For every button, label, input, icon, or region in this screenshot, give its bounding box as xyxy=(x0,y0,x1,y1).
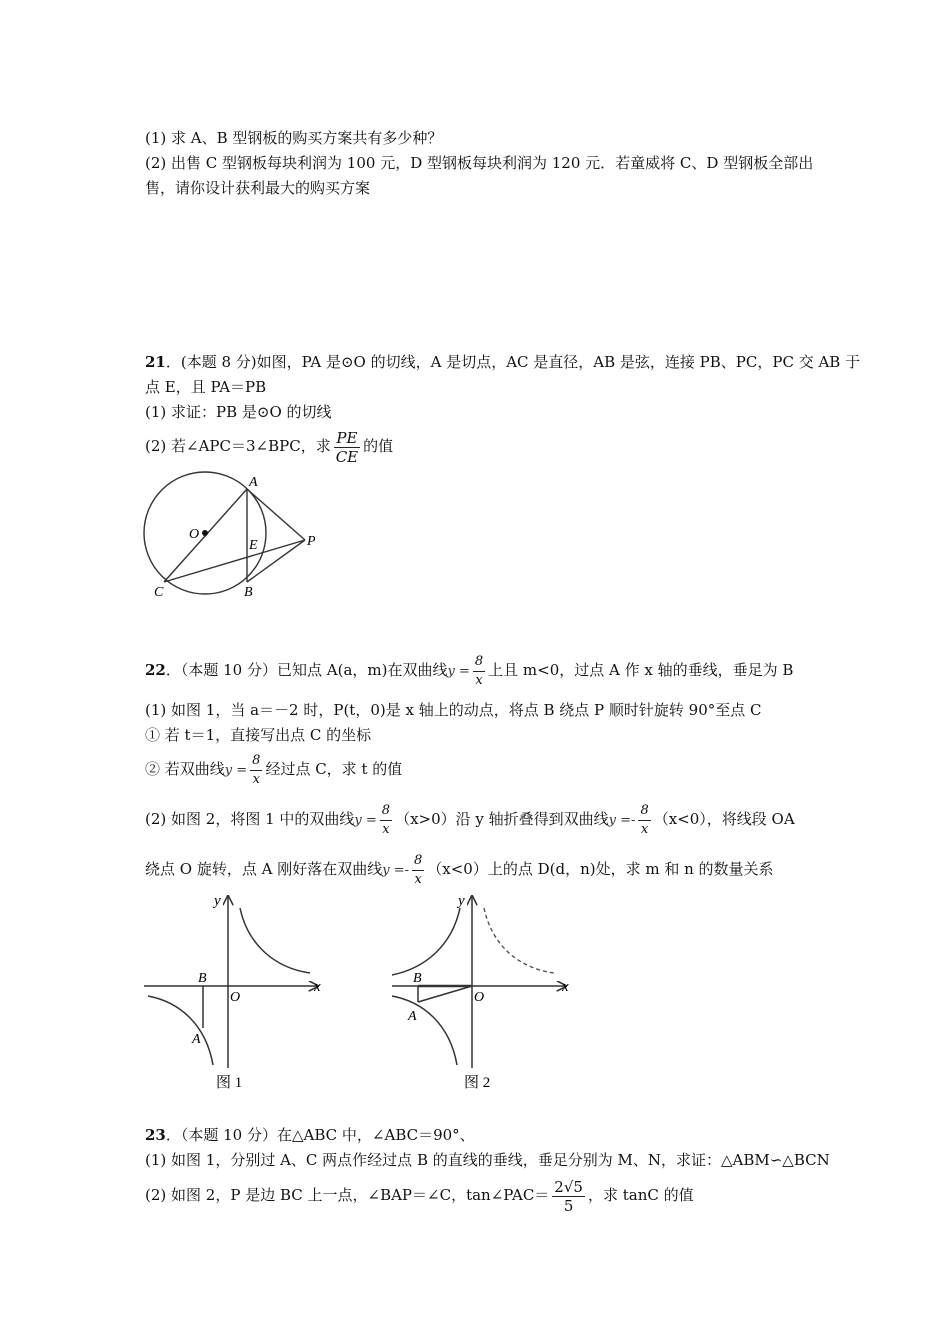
label-x: x xyxy=(562,979,569,995)
q23-part2-tail: ，求 tanC 的值 xyxy=(587,1186,694,1204)
q21-stem: ．(本题 8 分)如图，PA 是⊙O 的切线，A 是切点，AC 是直径，AB 是弦，连接 PB、PC，PC 交 AB 于 xyxy=(165,353,861,371)
frac-denominator: x xyxy=(475,672,483,688)
q23-heading xyxy=(145,1125,475,1145)
figure-2-caption: 图 2 xyxy=(464,1075,491,1091)
label-b: B xyxy=(198,971,207,986)
label-a: A xyxy=(249,475,258,490)
frac-denominator: x xyxy=(382,821,390,837)
label-x: x xyxy=(314,979,321,995)
y-equals-negative: y =- xyxy=(608,813,636,828)
q23-part1: (1) 如图 1，分别过 A、C 两点作经过点 B 的直线的垂线，垂足分别为 M、N，求证：△ABM∽△BCN xyxy=(145,1151,830,1169)
q22-part2-text: (2) 如图 2，将图 1 中的双曲线 xyxy=(145,810,355,828)
label-a: A xyxy=(408,1009,417,1024)
label-e: E xyxy=(249,538,258,553)
frac-denominator: x xyxy=(640,821,649,837)
label-y: y xyxy=(458,893,465,909)
q21-number: 21 xyxy=(145,353,166,371)
fraction-8-over-x xyxy=(380,802,392,839)
label-y: y xyxy=(214,893,221,909)
segment-pc xyxy=(164,540,305,582)
q22-part2-line2-text: 绕点 O 旋转，点 A 刚好落在双曲线 xyxy=(145,860,383,878)
frac-numerator: 8 xyxy=(638,802,650,821)
fraction-8-over-x xyxy=(250,752,262,789)
q22-stem-tail: 上且 m<0，过点 A 作 x 轴的垂线，垂足为 B xyxy=(488,661,794,679)
y-equals: y = xyxy=(447,664,470,679)
hyperbola-branch-q2 xyxy=(392,908,460,975)
q21-heading xyxy=(145,352,860,372)
q21-part1: (1) 求证：PB 是⊙O 的切线 xyxy=(145,403,332,421)
y-equals: y = xyxy=(224,763,248,778)
figure-1-caption: 图 1 xyxy=(216,1075,243,1091)
q23-part2-text: (2) 如图 2，P 是边 BC 上一点，∠BAP＝∠C，tan∠PAC＝ xyxy=(145,1186,550,1204)
q23-number: 23 xyxy=(145,1126,166,1144)
q21-circle-figure xyxy=(135,470,335,605)
frac-numerator: PE xyxy=(334,429,360,448)
frac-denominator: CE xyxy=(335,447,359,466)
fraction-2root5-over-5 xyxy=(552,1178,585,1215)
q20-part1: (1) 求 A、B 型钢板的购买方案共有多少种？ xyxy=(145,129,443,147)
frac-denominator: 5 xyxy=(563,1196,574,1215)
q21-stem-line2: 点 E，且 PA＝PB xyxy=(145,378,267,396)
label-o: O xyxy=(189,527,200,542)
label-a: A xyxy=(192,1032,201,1047)
frac-numerator: 2√5 xyxy=(554,1177,583,1196)
q22-figure-2 xyxy=(388,890,588,1095)
q22-sub-b-tail: 经过点 C，求 t 的值 xyxy=(265,760,403,778)
segment-oa xyxy=(418,986,472,1002)
q22-sub-b-text: ② 若双曲线 xyxy=(145,760,225,778)
q21-part2-text: (2) 若∠APC＝3∠BPC，求 xyxy=(145,437,331,455)
q23-stem: ．（本题 10 分）在△ABC 中，∠ABC＝90°、 xyxy=(165,1126,475,1144)
fraction-8-over-x xyxy=(412,852,424,889)
q22-part2-tail: （x<0），将线段 OA xyxy=(653,810,795,828)
q22-part1: (1) 如图 1，当 a＝－2 时，P(t，0)是 x 轴上的动点，将点 B 绕点 P 顺时针旋转 90°至点 C xyxy=(145,701,762,719)
frac-denominator: x xyxy=(414,871,422,887)
q21-part2-tail: 的值 xyxy=(363,437,394,455)
q22-number: 22 xyxy=(145,661,166,679)
frac-numerator: 8 xyxy=(473,653,485,672)
q22-part2 xyxy=(145,799,795,841)
q22-part1-sub-b xyxy=(145,749,402,791)
fraction-8-over-x xyxy=(638,802,650,839)
frac-numerator: 8 xyxy=(380,802,392,821)
q22-part2-line2-tail: （x<0）上的点 D(d，n)处，求 m 和 n 的数量关系 xyxy=(427,860,774,878)
hyperbola-branch-q1-dashed xyxy=(484,908,554,973)
frac-numerator: 8 xyxy=(412,852,424,871)
center-point-o xyxy=(202,530,208,536)
q22-heading xyxy=(145,650,793,692)
q22-part1-sub-a: ① 若 t＝1，直接写出点 C 的坐标 xyxy=(145,726,372,744)
label-o: O xyxy=(230,990,241,1005)
q20-part2-line1: (2) 出售 C 型钢板每块利润为 100 元，D 型钢板每块利润为 120 元．若童威将 C、D 型钢板全部出 xyxy=(145,154,814,172)
fraction-8-over-x xyxy=(473,653,485,690)
y-equals: y = xyxy=(354,813,377,828)
frac-numerator: 8 xyxy=(250,752,262,771)
y-equals-negative: y =- xyxy=(382,863,409,878)
hyperbola-branch-q1 xyxy=(240,908,310,973)
label-b: B xyxy=(413,971,422,986)
q22-part2-line2 xyxy=(145,849,774,891)
label-c: C xyxy=(154,585,164,600)
q22-stem: ．（本题 10 分）已知点 A(a，m)在双曲线 xyxy=(165,661,448,679)
q21-pe-ce-fraction xyxy=(334,429,360,466)
q22-part2-condition: （x>0）沿 y 轴折叠得到双曲线 xyxy=(395,810,609,828)
q20-part2-line2: 售，请你设计获利最大的购买方案 xyxy=(145,179,371,197)
label-p: P xyxy=(307,534,316,549)
label-o: O xyxy=(474,990,485,1005)
q22-figure-1 xyxy=(140,890,340,1095)
q23-part2 xyxy=(145,1175,694,1215)
frac-denominator: x xyxy=(252,771,260,787)
label-b: B xyxy=(244,585,253,600)
hyperbola-branch-q3 xyxy=(392,996,457,1065)
tangent-pa xyxy=(247,489,305,540)
q21-part2 xyxy=(145,426,393,466)
